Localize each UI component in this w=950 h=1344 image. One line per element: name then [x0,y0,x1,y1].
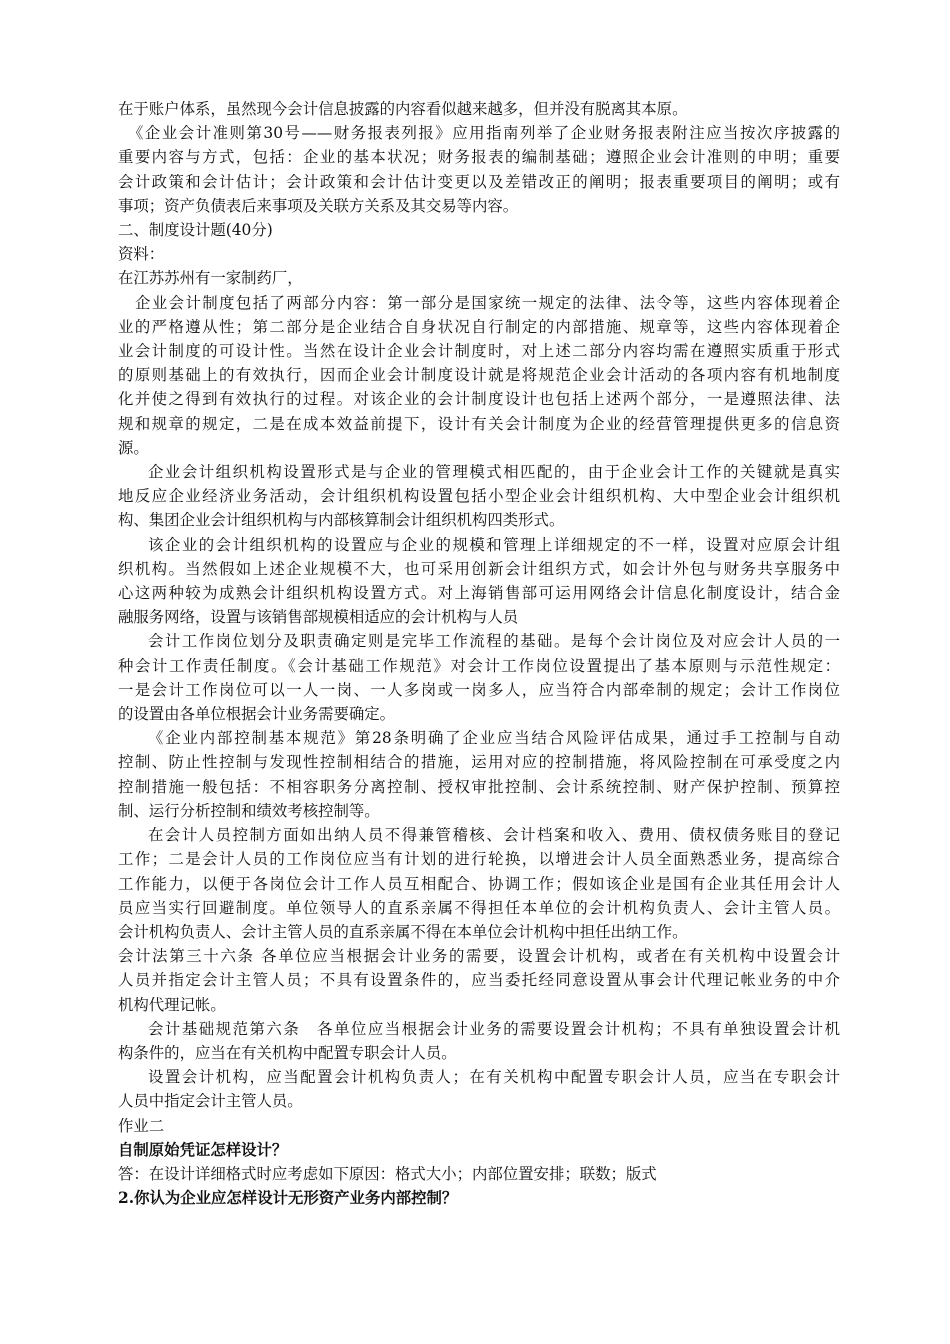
text-line: 融服务网络，设置与该销售部规模相适应的会计机构与人员 [118,608,519,627]
document-page [118,97,840,1210]
text-line: 工作；二是会计人员的工作岗位应当有计划的进行轮换，以增进会计人员全面熟悉业务，提高综合 [118,850,840,869]
text-line: 的设置由各单位根据会计业务需要确定。 [118,705,396,724]
text-line: 在于账户体系，虽然现今会计信息披露的内容看似越来越多，但并没有脱离其本原。 [118,100,688,118]
text-line: 企业会计制度包括了两部分内容：第一部分是国家统一规定的法律、法令等，这些内容体现着企 [135,293,840,312]
text-line: 会计基础规范第六条 各单位应当根据会计业务的需要设置会计机构；不具有单独设置会计机 [148,1019,840,1038]
text-line: 事项；资产负债表后来事项及关联方关系及其交易等内容。 [118,196,519,215]
text-line: 该企业的会计组织机构的设置应与企业的规模和管理上详细规定的不一样，设置对应原会计组 [148,535,840,554]
text-line: 企业会计组织机构设置形式是与企业的管理模式相匹配的，由于企业会计工作的关键就是真实 [148,463,840,482]
text-line: 工作能力，以便于各岗位会计工作人员互相配合、协调工作；假如该企业是国有企业其任用会计人 [118,874,840,893]
text-line: 制、运行分析控制和绩效考核控制等。 [118,801,380,820]
text-line: 会计机构负责人、会计主管人员的直系亲属不得在本单位会计机构中担任出纳工作。 [118,922,688,941]
text-line: 化并使之得到有效执行的过程。对该企业的会计制度设计也包括上述两个部分，一是遵照法律、法 [118,390,840,409]
text-line: 设置会计机构，应当配置会计机构负责人；在有关机构中配置专职会计人员，应当在专职会计 [148,1068,840,1087]
text-line: 人员中指定会计主管人员。 [118,1092,303,1111]
text-line: 在江苏苏州有一家制药厂， [118,269,303,288]
section-heading: 二、制度设计题(40分) [118,221,273,240]
text-line: 构条件的，应当在有关机构中配置专职会计人员。 [118,1043,457,1062]
text-line: 业会计制度的可设计性。当然在设计企业会计制度时，对上述二部分内容均需在遵照实质重于形式 [118,342,840,361]
text-line: 织机构。当然假如上述企业规模不大，也可采用创新会计组织方式，如会计外包与财务共享服务中 [118,559,840,578]
text-line: 一是会计工作岗位可以一人一岗、一人多岗或一岗多人，应当符合内部牵制的规定；会计工作岗位 [118,680,840,699]
text-line: 种会计工作责任制度。《会计基础工作规范》对会计工作岗位设置提出了基本原则与示范性规定： [118,656,840,675]
text-line: 《企业会计准则第30号——财务报表列报》应用指南列举了企业财务报表附注应当按次序披露的 [128,124,840,143]
text-line: 控制、防止性控制与发现性控制相结合的措施，运用对应的控制措施，将风险控制在可承受度之内 [118,753,840,772]
text-line: 在会计人员控制方面如出纳人员不得兼管稽核、会计档案和收入、费用、债权债务账目的登记 [148,826,840,845]
question-heading: 2.你认为企业应怎样设计无形资产业务内部控制？ [118,1189,458,1208]
text-line: 业的严格遵从性；第二部分是企业结合自身状况自行制定的内部措施、规章等，这些内容体现着企 [118,317,840,336]
text-line: 控制措施一般包括：不相容职务分离控制、授权审批控制、会计系统控制、财产保护控制、预算控 [118,777,840,796]
text-line: 地反应企业经济业务活动，会计组织机构设置包括小型企业会计组织机构、大中型企业会计组织机 [118,487,840,506]
text-line: 会计政策和会计估计；会计政策和会计估计变更以及差错改正的阐明；报表重要项目的阐明；或有 [118,172,840,191]
question-heading: 自制原始凭证怎样设计？ [118,1140,288,1159]
answer-line: 答：在设计详细格式时应考虑如下原因：格式大小；内部位置安排；联数；版式 [118,1164,657,1183]
text-line: 的原则基础上的有效执行，因而企业会计制度设计就是将规范企业会计活动的各项内容有机地制度 [118,366,840,385]
text-line: 会计法第三十六条 各单位应当根据会计业务的需要，设置会计机构，或者在有关机构中设置会计 [118,947,840,966]
section-heading: 作业二 [118,1116,165,1135]
text-line: 机构代理记帐。 [118,995,226,1014]
text-line: 规和规章的规定，二是在成本效益前提下，设计有关会计制度为企业的经营管理提供更多的信息资 [118,414,840,433]
text-line: 《企业内部控制基本规范》第28条明确了企业应当结合风险评估成果，通过手工控制与自动 [148,729,840,748]
text-line: 人员并指定会计主管人员；不具有设置条件的，应当委托经同意设置从事会计代理记帐业务的中介 [118,971,840,990]
text-line: 资料： [118,245,165,264]
text-line: 源。 [118,438,149,457]
text-line: 重要内容与方式，包括：企业的基本状况；财务报表的编制基础；遵照企业会计准则的申明；重要 [118,148,840,167]
text-line: 员应当实行回避制度。单位领导人的直系亲属不得担任本单位的会计机构负责人、会计主管人员。 [118,898,840,917]
text-line: 心这两种较为成熟会计组织机构设置方式。对上海销售部可运用网络会计信息化制度设计，结合金 [118,584,840,603]
text-line: 会计工作岗位划分及职责确定则是完毕工作流程的基础。是每个会计岗位及对应会计人员的一 [148,632,840,651]
text-line: 构、集团企业会计组织机构与内部核算制会计组织机构四类形式。 [118,511,565,530]
